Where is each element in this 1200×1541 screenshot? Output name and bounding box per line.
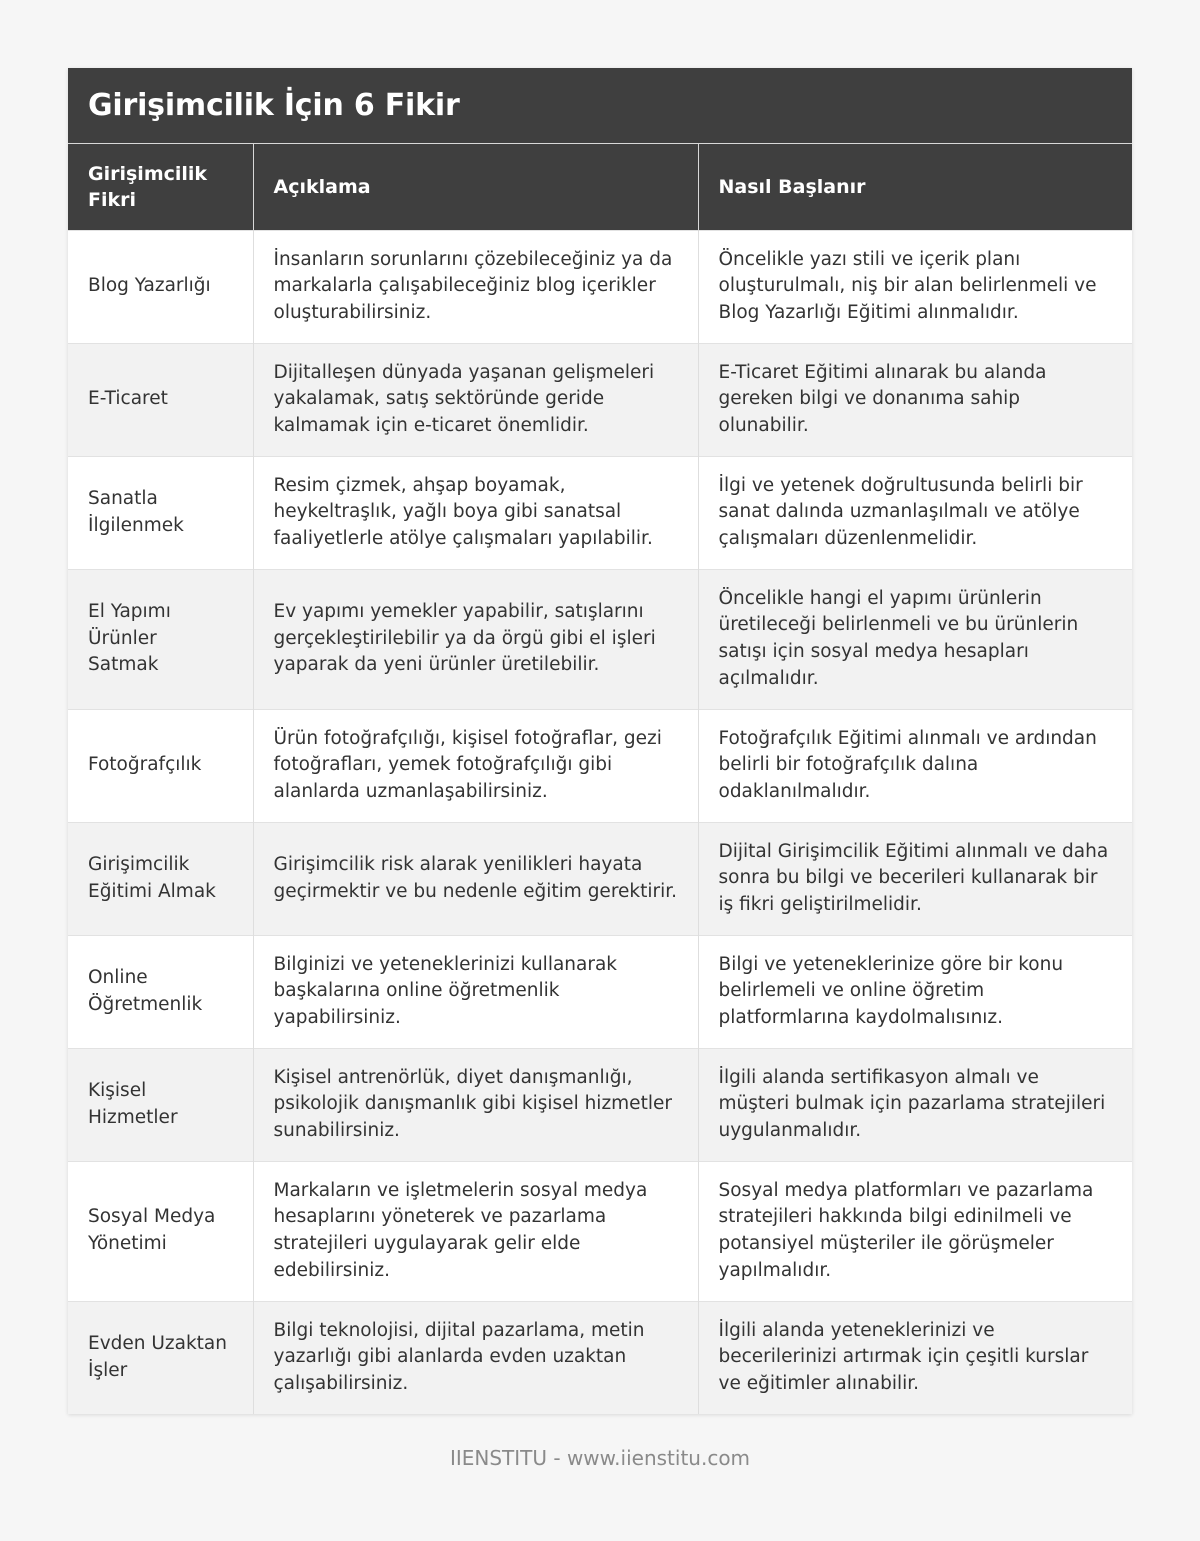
cell-how-to-start: Dijital Girişimcilik Eğitimi alınmalı ve daha sonra bu bilgi ve becerileri kullanarak bir iş fikri geliştirilmelidir. bbox=[698, 822, 1132, 935]
cell-how-to-start: Sosyal medya platformları ve pazarlama stratejileri hakkında bilgi edinilmeli ve potansiyel müşteriler ile görüşmeler yapılmalıdır. bbox=[698, 1161, 1132, 1301]
table-body bbox=[68, 230, 1132, 1414]
cell-how-to-start: Öncelikle yazı stili ve içerik planı oluşturulmalı, niş bir alan belirlenmeli ve Blog Yazarlığı Eğitimi alınmalıdır. bbox=[698, 230, 1132, 343]
table-row bbox=[68, 1161, 1132, 1301]
header-how-to-start: Nasıl Başlanır bbox=[698, 144, 1132, 230]
title-bar bbox=[68, 68, 1132, 144]
ideas-table bbox=[68, 144, 1132, 1414]
table-row bbox=[68, 1048, 1132, 1161]
page-title: Girişimcilik İçin 6 Fikir bbox=[88, 88, 460, 123]
table-row bbox=[68, 1301, 1132, 1414]
cell-idea: El Yapımı Ürünler Satmak bbox=[68, 569, 253, 709]
cell-how-to-start: Fotoğrafçılık Eğitimi alınmalı ve ardından belirli bir fotoğrafçılık dalına odaklanılmalıdır. bbox=[698, 709, 1132, 822]
cell-idea: E-Ticaret bbox=[68, 343, 253, 456]
table-row bbox=[68, 822, 1132, 935]
cell-idea: Sosyal Medya Yönetimi bbox=[68, 1161, 253, 1301]
cell-idea: Girişimcilik Eğitimi Almak bbox=[68, 822, 253, 935]
table-row bbox=[68, 230, 1132, 343]
cell-idea: Evden Uzaktan İşler bbox=[68, 1301, 253, 1414]
cell-description: İnsanların sorunlarını çözebileceğiniz ya da markalarla çalışabileceğiniz blog içerikler oluşturabilirsiniz. bbox=[253, 230, 698, 343]
cell-how-to-start: İlgi ve yetenek doğrultusunda belirli bir sanat dalında uzmanlaşılmalı ve atölye çalışmaları düzenlenmelidir. bbox=[698, 456, 1132, 569]
cell-description: Resim çizmek, ahşap boyamak, heykeltraşlık, yağlı boya gibi sanatsal faaliyetlerle atölye çalışmaları yapılabilir. bbox=[253, 456, 698, 569]
cell-how-to-start: Bilgi ve yeteneklerinize göre bir konu belirlemeli ve online öğretim platformlarına kaydolmalısınız. bbox=[698, 935, 1132, 1048]
cell-description: Markaların ve işletmelerin sosyal medya hesaplarını yöneterek ve pazarlama stratejileri uygulayarak gelir elde edebilirsiniz. bbox=[253, 1161, 698, 1301]
cell-how-to-start: E-Ticaret Eğitimi alınarak bu alanda gereken bilgi ve donanıma sahip olunabilir. bbox=[698, 343, 1132, 456]
footer-credit: IIENSTITU - www.iienstitu.com bbox=[449, 1446, 751, 1470]
table-row bbox=[68, 343, 1132, 456]
cell-description: Bilginizi ve yeteneklerinizi kullanarak başkalarına online öğretmenlik yapabilirsiniz. bbox=[253, 935, 698, 1048]
cell-description: Girişimcilik risk alarak yenilikleri hayata geçirmektir ve bu nedenle eğitim gerektirir. bbox=[253, 822, 698, 935]
header-idea: Girişimcilik Fikri bbox=[68, 144, 253, 230]
ideas-card bbox=[68, 68, 1132, 1414]
header-description: Açıklama bbox=[253, 144, 698, 230]
cell-description: Ürün fotoğrafçılığı, kişisel fotoğraflar, gezi fotoğrafları, yemek fotoğrafçılığı gibi alanlarda uzmanlaşabilirsiniz. bbox=[253, 709, 698, 822]
table-header bbox=[68, 144, 1132, 230]
cell-idea: Sanatla İlgilenmek bbox=[68, 456, 253, 569]
table-row bbox=[68, 935, 1132, 1048]
cell-idea: Online Öğretmenlik bbox=[68, 935, 253, 1048]
cell-how-to-start: İlgili alanda yeteneklerinizi ve becerilerinizi artırmak için çeşitli kurslar ve eğitimler alınabilir. bbox=[698, 1301, 1132, 1414]
table-row bbox=[68, 456, 1132, 569]
cell-idea: Blog Yazarlığı bbox=[68, 230, 253, 343]
cell-description: Dijitalleşen dünyada yaşanan gelişmeleri yakalamak, satış sektöründe geride kalmamak için e-ticaret önemlidir. bbox=[253, 343, 698, 456]
cell-idea: Fotoğrafçılık bbox=[68, 709, 253, 822]
cell-description: Ev yapımı yemekler yapabilir, satışlarını gerçekleştirilebilir ya da örgü gibi el işleri yaparak da yeni ürünler üretilebilir. bbox=[253, 569, 698, 709]
cell-how-to-start: Öncelikle hangi el yapımı ürünlerin üretileceği belirlenmeli ve bu ürünlerin satışı için sosyal medya hesapları açılmalıdır. bbox=[698, 569, 1132, 709]
cell-idea: Kişisel Hizmetler bbox=[68, 1048, 253, 1161]
table-row bbox=[68, 569, 1132, 709]
table-row bbox=[68, 709, 1132, 822]
cell-description: Kişisel antrenörlük, diyet danışmanlığı, psikolojik danışmanlık gibi kişisel hizmetler sunabilirsiniz. bbox=[253, 1048, 698, 1161]
cell-description: Bilgi teknolojisi, dijital pazarlama, metin yazarlığı gibi alanlarda evden uzaktan çalışabilirsiniz. bbox=[253, 1301, 698, 1414]
header-row bbox=[68, 144, 1132, 230]
cell-how-to-start: İlgili alanda sertifikasyon almalı ve müşteri bulmak için pazarlama stratejileri uygulanmalıdır. bbox=[698, 1048, 1132, 1161]
